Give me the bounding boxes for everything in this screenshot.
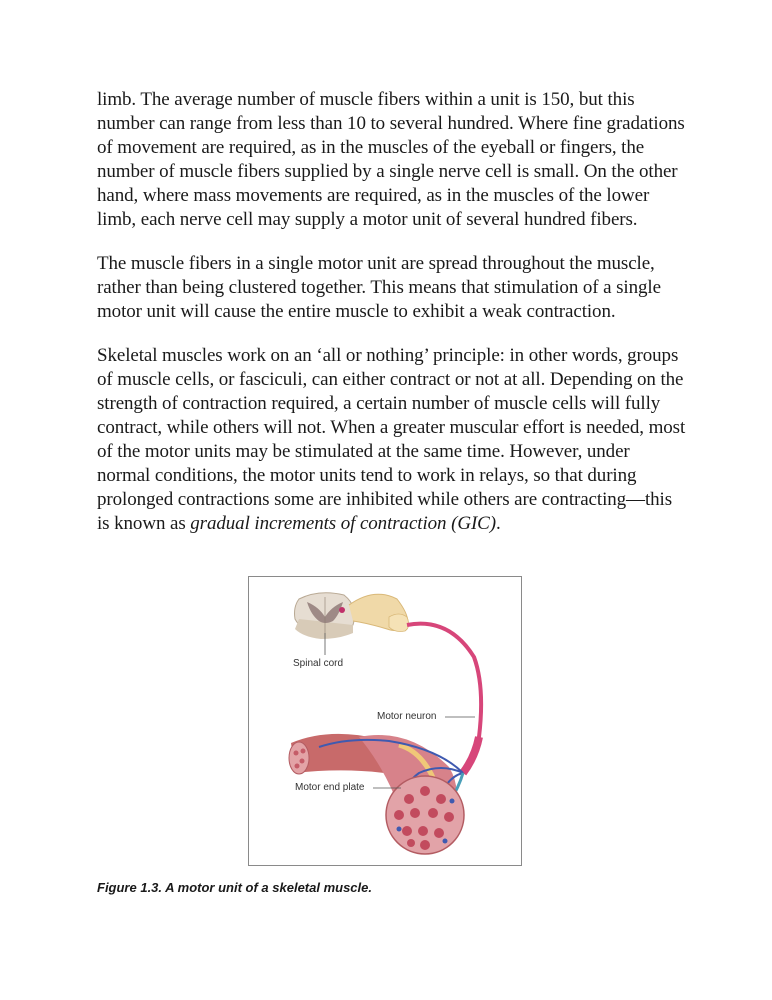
paragraph-end: . bbox=[495, 513, 501, 534]
figure-motor-unit bbox=[248, 576, 522, 866]
paragraph: limb. The average number of muscle fibers within a unit is 150, but this number can range from less than 10 to several hundred. Where fine gradations of movement are required, as in the muscles of the eyeball or fingers, the number of muscle fibers supplied by a single nerve cell is small. On the other hand, where mass movements are required, as in the muscles of the lower limb, each nerve cell may supply a motor unit of several hundred fibers. bbox=[97, 89, 685, 230]
paragraph-text: Skeletal muscles work on an ‘all or nothing’ principle: in other words, groups of muscle cells, or fasciculi, can either contract or not at all. Depending on the strength of contraction required, a certain number of muscle cells will fully contract, while others will not. When a greater muscular effort is needed, most of the motor units may be stimulated at the same time. However, under normal conditions, the motor units tend to work in relays, so that during prolonged contractions some are inhibited while others are contracting—this is known as bbox=[97, 345, 686, 534]
spinal-cord-section bbox=[295, 593, 355, 639]
document-body bbox=[97, 88, 687, 556]
label-spinal-cord: Spinal cord bbox=[293, 658, 344, 669]
paragraph: The muscle fibers in a single motor unit are spread throughout the muscle, rather than being clustered together. This means that stimulation of a single motor unit will cause the entire muscle to exhibit a weak contraction. bbox=[97, 253, 661, 322]
label-motor-neuron: Motor neuron bbox=[377, 711, 437, 722]
italic-term: gradual increments of contraction (GIC) bbox=[190, 513, 496, 534]
label-motor-end-plate: Motor end plate bbox=[295, 782, 365, 793]
figure-caption: Figure 1.3. A motor unit of a skeletal muscle. bbox=[97, 880, 372, 895]
paragraph bbox=[97, 344, 687, 536]
